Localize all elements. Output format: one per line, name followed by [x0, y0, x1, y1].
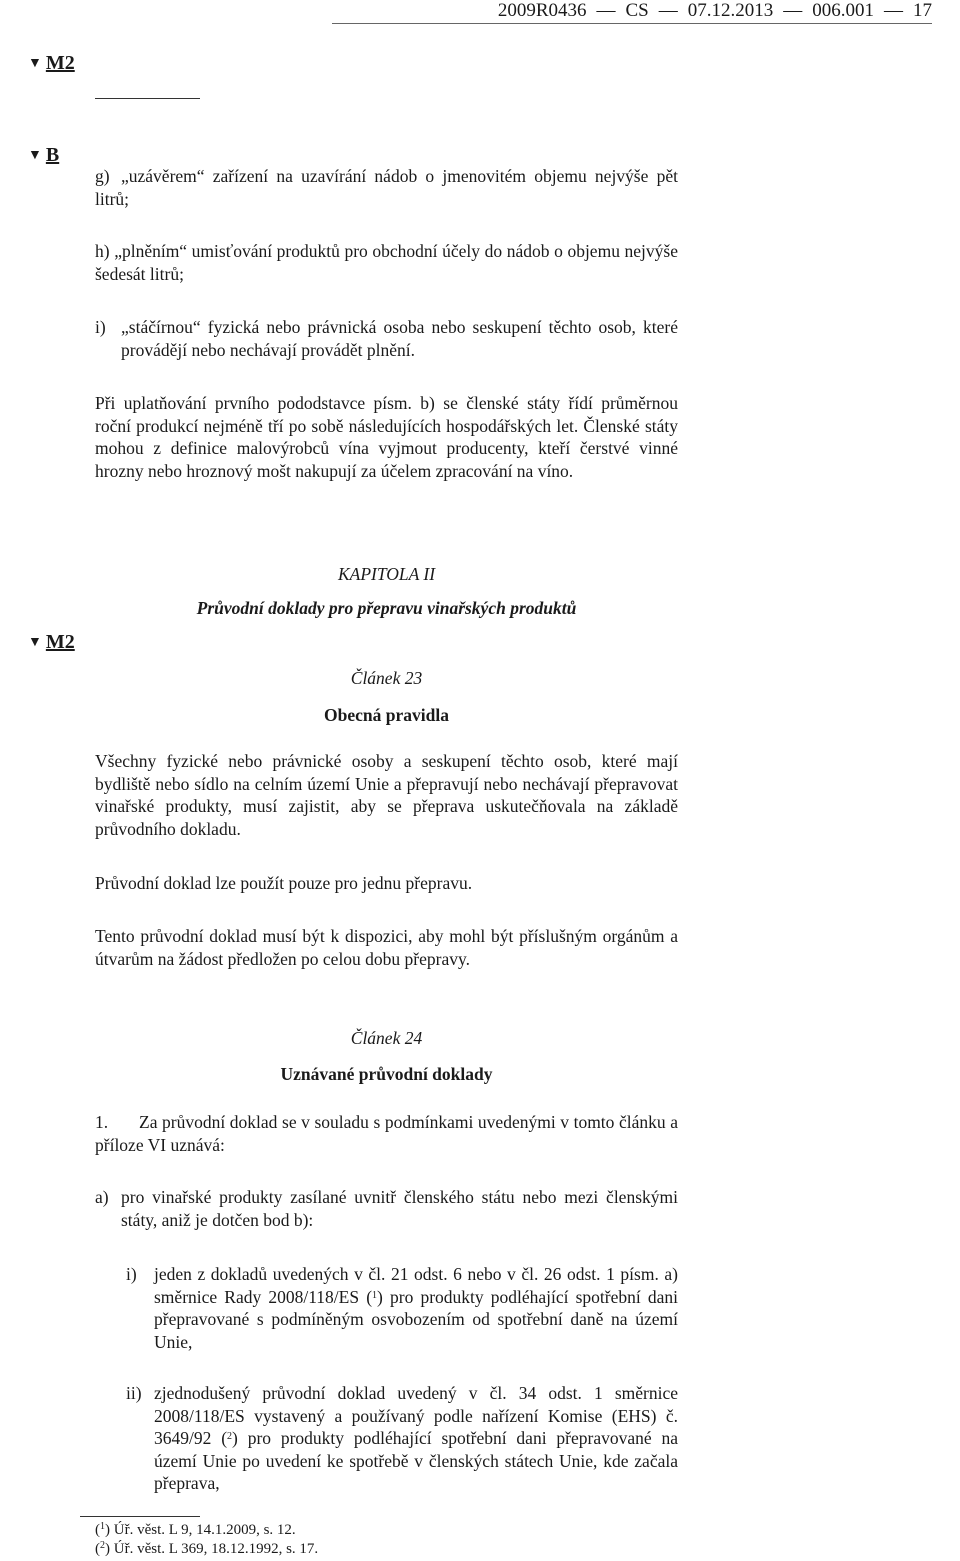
header-dash: — [596, 0, 616, 21]
doc-id: 2009R0436 [497, 0, 587, 21]
deletion-rule [95, 98, 200, 99]
list-item: i) jeden z dokladů uvedených v čl. 21 odst. 6 nebo v čl. 26 odst. 1 písm. a) směrnice Rady 2008/118/ES ($^1$) pro produkty podléhající spotřební dani přepravované s podmíněným osvobozením od spotřební daně na území Unie, [126, 1264, 678, 1352]
article-number: Článek 23 [350, 668, 423, 688]
paragraph: Tento průvodní doklad musí být k dispozici, aby mohl být příslušným orgánům a útvarům na žádost předložen po celou dobu přepravy. [95, 926, 678, 969]
basic-act-marker: ▼ B [28, 144, 60, 166]
list-item-text: jeden z dokladů uvedených v čl. 21 odst. 6 nebo v čl. 26 odst. 1 písm. a) směrnice Rady 2008/118/ES ($^1$) pro produkty podléhající spotřební dani přepravované s podmíněným osvobozením od spotřební daně na území Unie, [154, 1264, 678, 1352]
header-dash: — [658, 0, 678, 21]
footnote-separator [80, 1516, 200, 1517]
chapter-label: KAPITOLA II [337, 564, 436, 584]
doc-date: 07.12.2013 [687, 0, 774, 21]
list-item: i) „stáčírnou“ fyzická nebo právnická osoba nebo seskupení těchto osob, které provádějí nebo nechávají provádět plnění. [95, 317, 678, 360]
article-number: Článek 24 [350, 1028, 423, 1048]
article-title: Uznávané průvodní doklady [280, 1064, 493, 1084]
footnote: ($^1$) Úř. věst. L 9, 14.1.2009, s. 12. [95, 1521, 296, 1538]
chapter-title: Průvodní doklady pro přepravu vinařských produktů [196, 598, 577, 618]
footnote: ($^2$) Úř. věst. L 369, 18.12.1992, s. 17. [95, 1540, 319, 1557]
list-item: a) pro vinařské produkty zasílané uvnitř členského státu nebo mezi členskými státy, aniž je dotčen bod b): [95, 1187, 678, 1230]
footnote-ref[interactable]: 1 [372, 1289, 378, 1301]
footnote-ref[interactable]: 2 [227, 1431, 233, 1442]
triangle-down-icon: ▼ [28, 635, 42, 650]
page-number: 17 [913, 0, 932, 21]
header-dash: — [884, 0, 903, 21]
triangle-down-icon: ▼ [28, 148, 42, 163]
page-header [332, 0, 932, 24]
paragraph: Všechny fyzické nebo právnické osoby a seskupení těchto osob, které mají bydliště nebo sídlo na celním území Unie a přepravují nebo nechávají přepravovat vinařské produkty, musí zajistit, aby se přeprava uskutečňovala na základě průvodního dokladu. [95, 751, 678, 839]
amendment-marker: ▼ M2 [28, 52, 75, 74]
list-item [95, 240, 678, 286]
paragraph: 1. Za průvodní doklad se v souladu s podmínkami uvedenými v tomto článku a příloze VI uznává: [95, 1112, 678, 1155]
header-dash: — [783, 0, 803, 21]
paragraph: Při uplatňování prvního pododstavce písm. b) se členské státy řídí průměrnou roční produkcí nejméně tří po sobě následujících hospodářských let. Členské státy mohou z definice malovýrobců vína vyjmout producenty, kteří čerstvé vinné hrozny nebo hroznový mošt nakupují za účelem zpracování na víno. [95, 393, 678, 481]
doc-version: 006.001 [812, 0, 874, 21]
paragraph-number: 1. [95, 1112, 109, 1132]
list-item-text: zjednodušený průvodní doklad uvedený v čl. 34 odst. 1 směrnice 2008/118/ES vystavený a používaný podle nařízení Komise (EHS) č. 3649/92 ($^2$) pro produkty podléhající spotřební dani přepravované na území Unie po uvedení ke spotřebě v členských státech Unie, kde začala přeprava, [154, 1383, 678, 1493]
list-item: g) „uzávěrem“ zařízení na uzavírání nádob o jmenovitém objemu nejvýše pět litrů; [95, 166, 678, 209]
list-item-text: h) „plněním“ umisťování produktů pro obchodní účely do nádob o objemu nejvýše šedesát litrů; [95, 241, 678, 284]
amendment-marker: ▼ M2 [28, 631, 75, 653]
paragraph: Průvodní doklad lze použít pouze pro jednu přepravu. [95, 873, 473, 893]
triangle-down-icon: ▼ [28, 56, 42, 71]
list-item: ii) zjednodušený průvodní doklad uvedený v čl. 34 odst. 1 směrnice 2008/118/ES vystavený a používaný podle nařízení Komise (EHS) č. 3649/92 ($^2$) pro produkty podléhající spotřební dani přepravované na území Unie po uvedení ke spotřebě v členských státech Unie, kde začala přeprava, [126, 1383, 678, 1493]
doc-language: CS [625, 0, 649, 21]
article-title: Obecná pravidla [324, 705, 449, 725]
